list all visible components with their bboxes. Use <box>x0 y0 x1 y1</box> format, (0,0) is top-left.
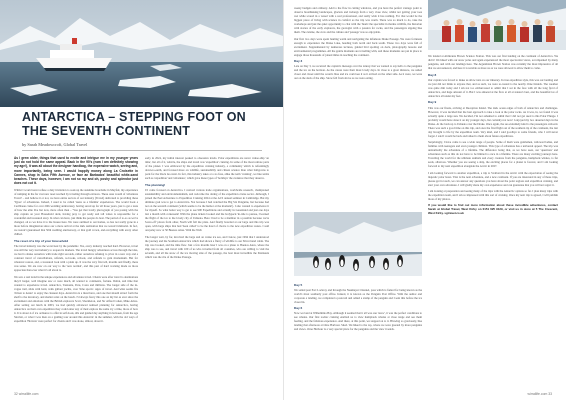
right-column-1 <box>294 6 422 83</box>
subheading: Day 3 <box>294 59 303 64</box>
penguin-photo <box>294 212 422 276</box>
paragraph: We sailed past Port Lockroy and through the Neumayer Channel, pass which is famed for being known as the world's most southerly post office. Indeed, it is known as the Penguin Post Office. With the author and corporate a landing, we completed a postcard and added a stamp of the penguin and I sent this before the ice closed in. <box>294 287 422 304</box>
right-column-2 <box>428 54 558 218</box>
contact-callout: If you would like to find out more information about these incredible adventures, contact Sarah at Global Travel, West Kirby on 0151 625 9129, or visit us in store at 5 The Crescent, West Kirby. sgtravel.co.uk <box>428 203 558 216</box>
paragraph: weeny budgets and ordinary. Add to the flow in cutting windows, and you have the perfect vantage point to observe breathtaking landscapes, glaciers and icebergs from a very close view, whilst not getting your toes wet while scared in a vessel with a real professional, and really wish it has nothing. For that would be the biggest piece of living with science in comfort as the trip was warm. There was so much to do, take the workshops and just the quiet opportunity to chat with the Team: the specialist in marine wildlife, the historian with stories of the early explorers, the geologist with a passion for rocks, and the passengers sipping like them. The cuisine, the crew and the culture and 'passage' was so enjoyable. <box>294 6 422 35</box>
subheading: Day 8 <box>428 72 437 77</box>
paragraph: This was our finale, arriving at Deception Island. The dark ocean edges of both of Antarctica and challenges. However, it was decided that the best approach to take a look at the polar rocks. As it was, in, we found it was actually quite a large sun. We decided, I'm not ashamed to admit that I did not get used to this Polar Plunge. I probably would have done it on my younger days, but certainly not now! I enjoyed my two deserted days in the Drake. At the back up to Ushuaia over the Drake. Once again, the sea extremely kind to the passengers onboard. There was such a good time on this trip, and once the first flight out of the southern tip of the continent, the last day brought to life by the expedition team. Very kind, and I said goodbye to some friends, who I will never forget. I said I would be back and talked to them about future expeditions. <box>428 105 558 138</box>
paragraph: I am looking forward to another expedition, a trip to Svalbard in the Arctic with the expectation of seeing the majestic polar bears. That is the next adventure, and a new continent. If you are interested in any of these trips, please get in touch, we can answer any questions you have about the polar regions and expedition cruising, and start your own adventure. I will gladly share my own experience and can guarantee that you will not regret it. <box>428 170 558 187</box>
paragraph: early in 2024, my initial interest peaked to obsession levels. Polar expeditions are never cruise-ship 'on time', but all of it, vehicle, the ships and travel was 'expedition' cruising. In some of the most remote parts of the planet. I was embraced by the expedition cruising industry, a community which is refreshingly down-to-earth, and focused more on wildlife, sustainability and citizen science than what ballgowns to pack for the black tie event. In fact, this industry takes a to no fuss, alike the term 'cruising', we like terms such as 'expedition' and 'adventure', which gave these types of 'holidays' the credence that they deserve. <box>145 156 269 181</box>
paragraph: We landed at Almirante Brown Science Station. This was our first landing on the continent of Antarctica. We did it! We hiked with our snow poles and again experienced the most spectacular views, accompanied by many penguins, and with our landings here. The Argentinian Brown Station was certainly the most impressive of all that we encountered, and here it is notable as more us as we were allowed to allow them to come. <box>428 54 558 71</box>
article-lead: As I grew older, things that used to excite and intrigue me in my younger years just do not hold the same appeal. Back in the 90's (now I am definitely showing my age!), it was all about the designer handbag, the expensive watch, seeing and, more importantly, being seen. I would happily money along La Croisette in Cannes, shop in Saks Fifth Avenue, or face an Barbados' beautiful white-sand beaches. These days, however, I am not so ray and oh, poshy and splendor just does not cut it. <box>14 156 138 186</box>
paragraph: We saw a real trend in the unique experiences and adventure travel. Clients were after travel to destinations they'd longer, well imagine saw or were much, all wanted to continents, fortune. Dubai, and time that wanted to experience travel. Antarctica, Tanzania, Peru, Costa and millions. The longer side of the in-vogue trail, slide with hard, walk gallant yachts, over 'time sports'. Ages of travel. And what seems fits 'driven to desire' to enjoy the cleanest days. Antarctica is a must have, and one that should attract form the shelf to the inventory, and shelter relax on the beach. I'd always fancy this one on my list as ever since the excitement and emotions with the British explorers Scott, Shackleton, and Sir Alfred Cohen, Mike Amos. After setting out lunch in 2003, we had quickly advanced realised planning for Antarctica, having Antarctica on their own expedition they could enter any of their explore the same icy a time, more of how it. It is about 4 of ice ordnance to offer in self-book, 40s and guided day anything in between, from the age Sinclair, or what I was then on a guiding tour around this Antarctic in the summer, with the old ways of expedition 'Hortons' were perfect for clients and I was alone, almost, about it. <box>14 274 139 324</box>
paragraph: Now we land at Wilhelmina Bay. Although it seemed that it all was one 'snow', it was the perfect conditions to see whales. Our first zodiac cruising enabled us to view humpback whales at close range and see them feeding, and the fabulous experience. And there, at this point, we stepped on to it. Blowing so graciously, like landing that afternoon at Orne Harbour. Sited. We hiked to the top, where we were greeted by more penguins and views. Orne Harbour is a very special place for the penguins and the view it sends. <box>294 311 422 332</box>
subheading: Day 9 <box>428 100 437 105</box>
page-folio-left: 32 wirrallife.com <box>14 392 39 396</box>
divider <box>22 150 262 151</box>
paragraph: Late on Day 3, we received the captain's message over the tannoy that we wanted to say hello to the penguins and the ice on the horizon. As the caress were their most lovely days. In close to a great distance, we sailed closer and closer until the ocean's blue and ice could see it as it arrived on the other side. As it were, we were out on the deck of the ship. Snow fell from above as we were eating. <box>294 64 422 81</box>
right-column-1-lower <box>294 280 422 334</box>
article-headline: ANTARCTICA – STEPPING FOOT ON THE SEVENTH CONTINENT <box>22 110 246 138</box>
paragraph: I'd come focused on Antarctica. I noticed various trade organisations, worldwide research, championed sustainability and environmentalism, and welcome the daring of the expedition cruise sector. Although, I joined the Peel Adventure to Expedition Cruising 2024 at the ACS annual seminar in Cambridge. But my ultimate goal was to get to Antarctica. Not because I had watched the Big Six Penguins, but because had not on the seventh continent (which seems to be the humor at the moment!). I also wanted to experience it for myself. So what better way to get to see 900 Expeditions and actually in Greenland and just one days last a month with contessent! With the plane tickets booked and the bodypack 'in-ride to pursue, I learned the flight of the ice to the lovely city of Ushuaia. Here I had to be a member in a possible because we're 'leave-off' places from other, North will fall me plate. And finally boarded at our large and this trip was open, with large ships that had 'been called' to be the hotel of choice to the new expedition routes. I said onoyelay now ot 50 Buenos Aires. With the Wall. <box>145 187 269 233</box>
paragraph: Whilst I would never refuse a duty invitation to soak up the sunshine boardside in Mayfair, my experience of rumping in the far vast new reset reached by traveling through extraces. These ones would of 'adventure Travel' – and believe it or not, we have entire sectors of our industry (Travel) dedicated to providing these 'Types' of adventures. Indeed, I used to be called 'teens as a lifetime' experiences. The would book a Caribbean cruise for over 20th wedding anniversary, having saved up for all those years, just to get a taste of how the elite live but now, more often than – 'You get that lovely photograph of you posing with the ship captain on your Household deck, having pray to get ready and tall wines is responsible for a wonderful and treasured story. In what can have, just think the people do best. The period of to-so as we've changed, oh so we have it to the breeze here. We were outlined to our homes, so has not really gone in a more before imagination since our a more arrival at the dark realization that we weren't immortal. In fact, we weren't guaranteed that 50th wedding anniversary, or that gold crown, and everything with every other chilled. <box>14 187 138 237</box>
group-photo <box>428 0 566 50</box>
subheading: The planning! <box>145 182 166 187</box>
subheading: Day 6 <box>294 306 303 311</box>
paragraph: Surprisingly, I have come to see a wide range of people. Some of them were gentlemen, widowed ladies, and families with teenagers and even younger children. This type of adventure has a universal appeal. The trip was undoubtedly the adventure of a lifetime. The difference being that, as we have seen, our 'questions' and adventures such as this do not have to be limited to once in a lifetime. There are many exciting journeys here. Traveling the world for the ultimate animals and every creature from the penguins, humpback whales, to fur seals, albatross. Whether you are seeing a ship, the exciting places for a planet is forever, and I am looking forward to my next expedition alongside the Arctic in 2027. <box>428 140 558 169</box>
paragraph: The travel industry was the worst heat by the pandemic. Yes, every industry reached hard. However, travel was still the very last industry to reopen its markets. The travel hungry adventures across through the idea, we had to shake ourselves with trade right seconds, rather ourselves refusing to pivot in a new way and a constant travel of cancellations, refunds, re-books, rebook, and refunds to gain momentum. But for whatever reason, and, a treasured look with a plain up. It was the very first tell, months and finally, there was sense. We are now on our way to the 'new normal', and this past of hard working made us more appreciate than ever what it's all about is. <box>14 244 138 273</box>
hero-photo-ship-ice <box>0 0 283 107</box>
paragraph: I am looking at preparation and seeing many of the trips with the Antarctic options so far. I plan many trips with the expedition team, and I am so impressed with this sort of cruising. Once my next trip is agreed, I will publish more of my photos. <box>428 188 558 202</box>
subheading: The reset of a trip of your Household <box>14 238 69 243</box>
paragraph: Our captain was forced to make us allow turn on our itinerary. In true expedition style, this was our landing and we just did not think to anyone that, and as such, we were re-routed to the nearby Orne Islands. The weather was quite dim today and I am not too embarrassed to admit that I sat in the face with all the long fjord of Antarctica, and huge amount of it. But I was amazed at the flow at all at nature's best, and the beautiful ice of Antarctica all under my feet. <box>428 77 558 98</box>
paragraph: Our first two days were spent hauling warm and navigating the infamous Drake Passage. We were fortunate enough to experience the Drake Lake, heading both north and back south. These two days were full of excitement. Supplemented by numerous lectures, guided bird spotting on deck, photography lessons and environmental programmes. All the gentle moments are travelling with, and these moments are put in place to engage those thousands of joined miles in reaching the continent. <box>294 36 422 57</box>
article-byline: by Sarah Meadowcroft, Global Travel <box>22 142 88 147</box>
left-column-2 <box>145 156 269 261</box>
right-page <box>283 0 566 400</box>
page-folio-right: wirrallife.com 33 <box>527 392 552 396</box>
left-column-1 <box>14 156 138 325</box>
paragraph: The longer wait, by far, involved the large and on cruise ice sea, and I know, just 1994 that I understood the journey and the Southern Antarctica which had shown a flurry of wildlife to our Silver hand cabin. The trip was booked, and the time flew. Just a few months later I was on a plane to Buenos Aires, where the ship was to see, and travel with 100 of us who travelled from all countries, who are willing to visit the seventh, and all the snow of the ice moving side of the passage, the best most incredible the Peninsula which was the rite of the Drake Passage. <box>145 234 269 259</box>
subheading: Day 5 <box>294 282 303 287</box>
